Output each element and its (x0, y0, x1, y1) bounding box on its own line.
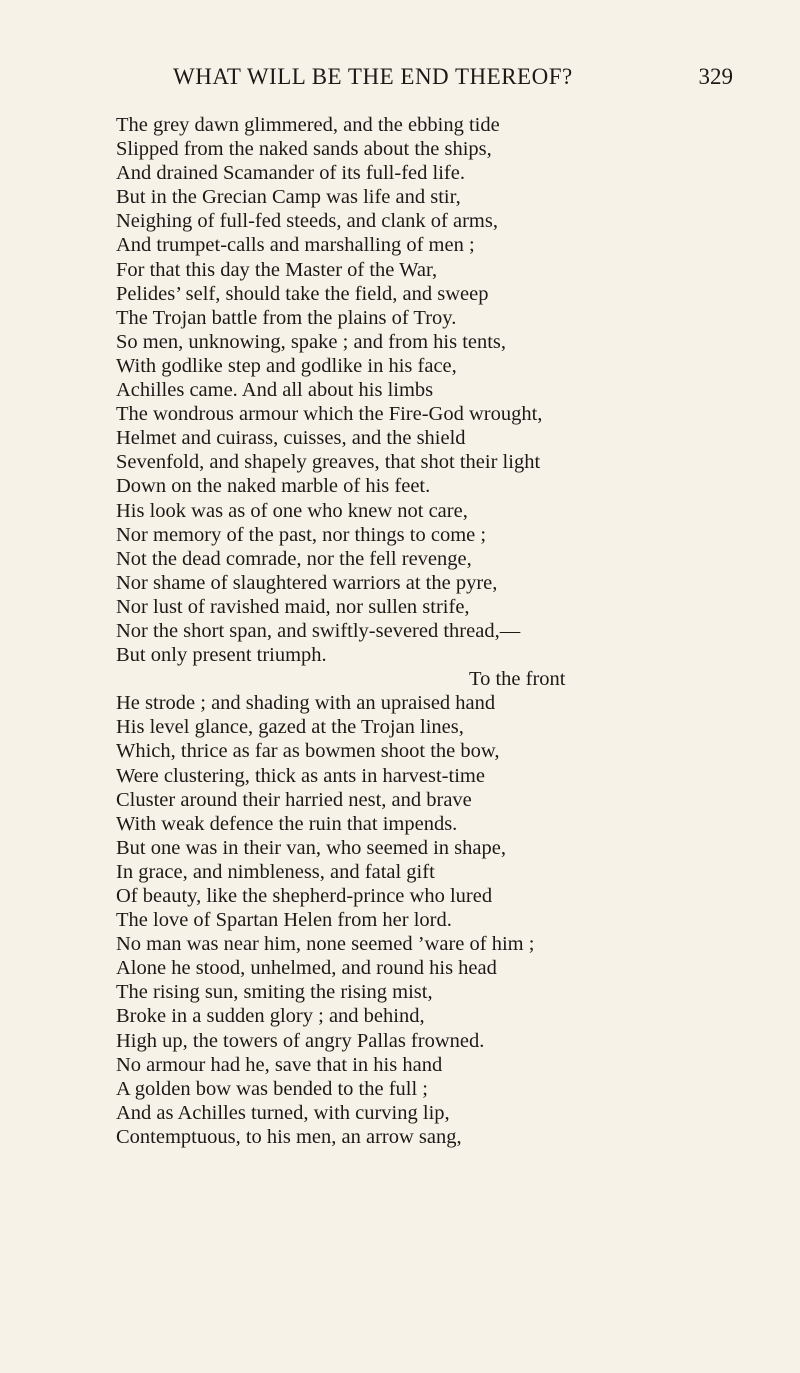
poem-line: Broke in a sudden glory ; and behind, (116, 1005, 425, 1028)
poem-line: High up, the towers of angry Pallas frowned. (116, 1029, 485, 1052)
poem-line: So men, unknowing, spake ; and from his tents, (116, 330, 507, 353)
poem-line: Down on the naked marble of his feet. (116, 475, 431, 498)
poem-line: Nor shame of slaughtered warriors at the pyre, (116, 571, 498, 594)
poem-line: Sevenfold, and shapely greaves, that shot their light (116, 451, 541, 474)
poem-line: The Trojan battle from the plains of Troy. (116, 306, 457, 329)
poem-line: Were clustering, thick as ants in harvest-time (116, 764, 485, 787)
poem-line: His level glance, gazed at the Trojan lines, (116, 716, 464, 739)
poem-body (116, 113, 756, 1149)
poem-line: Which, thrice as far as bowmen shoot the bow, (116, 740, 500, 763)
poem-line: Nor memory of the past, nor things to come ; (116, 523, 487, 546)
poem-line: The love of Spartan Helen from her lord. (116, 909, 452, 932)
poem-line: Achilles came. And all about his limbs (116, 379, 434, 402)
poem-line: His look was as of one who knew not care, (116, 499, 468, 522)
poem-line: Nor lust of ravished maid, nor sullen strife, (116, 595, 470, 618)
poem-line: The rising sun, smiting the rising mist, (116, 981, 433, 1004)
page-number: 329 (698, 64, 733, 89)
poem-line: Of beauty, like the shepherd-prince who lured (116, 885, 493, 907)
poem-line: For that this day the Master of the War, (116, 258, 438, 281)
poem-line: Not the dead comrade, nor the fell revenge, (116, 547, 472, 570)
poem-line: And as Achilles turned, with curving lip, (116, 1101, 450, 1124)
poem-line: Cluster around their harried nest, and brave (116, 788, 472, 811)
poem-line: In grace, and nimbleness, and fatal gift (116, 860, 435, 883)
poem-line: Slipped from the naked sands about the ships, (116, 138, 492, 161)
poem-line: With weak defence the ruin that impends. (116, 812, 458, 835)
poem-line: He strode ; and shading with an upraised hand (116, 692, 496, 715)
poem-line: No armour had he, save that in his hand (116, 1053, 443, 1076)
poem-line: And drained Scamander of its full-fed life. (116, 162, 465, 185)
page-header (173, 64, 733, 98)
poem-line: The wondrous armour which the Fire-God wrought, (116, 403, 543, 426)
poem-line: But only present triumph. (116, 644, 327, 667)
poem-line: Pelides’ self, should take the field, and sweep (116, 282, 489, 305)
poem-line: With godlike step and godlike in his face, (116, 354, 457, 377)
poem-line: But in the Grecian Camp was life and stir, (116, 186, 461, 209)
poem-line: Neighing of full-fed steeds, and clank of arms, (116, 210, 498, 233)
poem-line: And trumpet-calls and marshalling of men ; (116, 234, 475, 257)
poem-line: But one was in their van, who seemed in shape, (116, 836, 506, 859)
running-title: WHAT WILL BE THE END THEREOF? (173, 64, 573, 89)
poem-line: Alone he stood, unhelmed, and round his head (116, 957, 497, 980)
poem-line: A golden bow was bended to the full ; (116, 1077, 429, 1100)
poem-line: The grey dawn glimmered, and the ebbing tide (116, 114, 500, 136)
poem-line: Contemptuous, to his men, an arrow sang, (116, 1125, 462, 1148)
poem-line: To the front (469, 668, 566, 691)
poem-line: Nor the short span, and swiftly-severed thread,— (116, 619, 521, 642)
poem-line: Helmet and cuirass, cuisses, and the shield (116, 427, 466, 450)
poem-line: No man was near him, none seemed ’ware of him ; (116, 933, 535, 956)
